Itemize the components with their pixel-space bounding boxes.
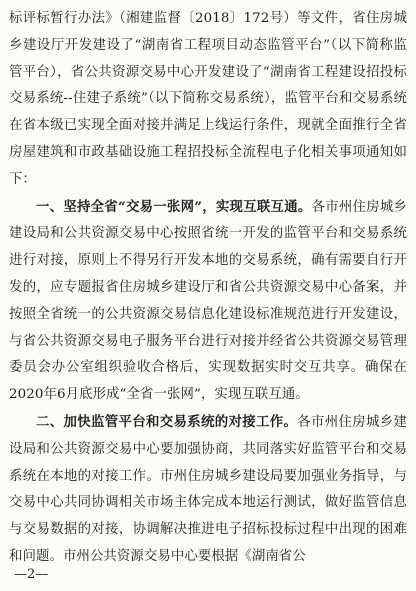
section-1-body: 各市州住房城乡建设局和公共资源交易中心按照省统一开发的监管平台和交易系统进行对接，原则上不得另行开发本地的交易系统，确有需要自行开发的，应专题报省住房城乡建设厅和省公共资源交易中心备案，并按照全省统一的公共资源交易信息化建设标准规范进行开发建设，与省公共资源交易电子服务平台进行对接并经省公共资源交易管理委员会办公室组织验收合格后，实现数据实时交互共享。确保在2020年6月底形成“全省一张网”，实现互联互通。	[9, 199, 407, 403]
section-2-paragraph	[9, 409, 407, 571]
document-body	[9, 6, 407, 571]
section-2-body: 各市州住房城乡建设局和公共资源交易中心要加强协商，共同落实好监管平台和交易系统在本地的对接工作。市州住房城乡建设局要加强业务指导，与交易中心共同协调相关市场主体完成本地运行测试，做好监管信息与交易数据的对接，协调解决推进电子招标投标过程中出现的困难和问题。市州公共资源交易中心要根据《湖南省公	[9, 414, 407, 564]
section-2-heading: 二、加快监管平台和交易系统的对接工作。	[36, 413, 298, 430]
intro-paragraph: 标评标暂行办法》（湘建监督〔2018〕172号）等文件，省住房城乡建设厅开发建设了“湖南省工程项目动态监管平台”（以下简称监管平台），省公共资源交易中心开发建设了“湖南省工程建设招投标交易系统--住建子系统”（以下简称交易系统），监管平台和交易系统在省本级已实现全面对接并满足上线运行条件，现就全面推行全省房屋建筑和市政基础设施工程招投标全流程电子化相关事项通知如下：	[9, 11, 407, 187]
section-1-heading: 一、坚持全省“交易一张网”，实现互联互通。	[36, 198, 312, 215]
page-number: —2—	[14, 567, 49, 582]
section-1-paragraph	[9, 194, 407, 409]
page-footer	[0, 567, 416, 583]
